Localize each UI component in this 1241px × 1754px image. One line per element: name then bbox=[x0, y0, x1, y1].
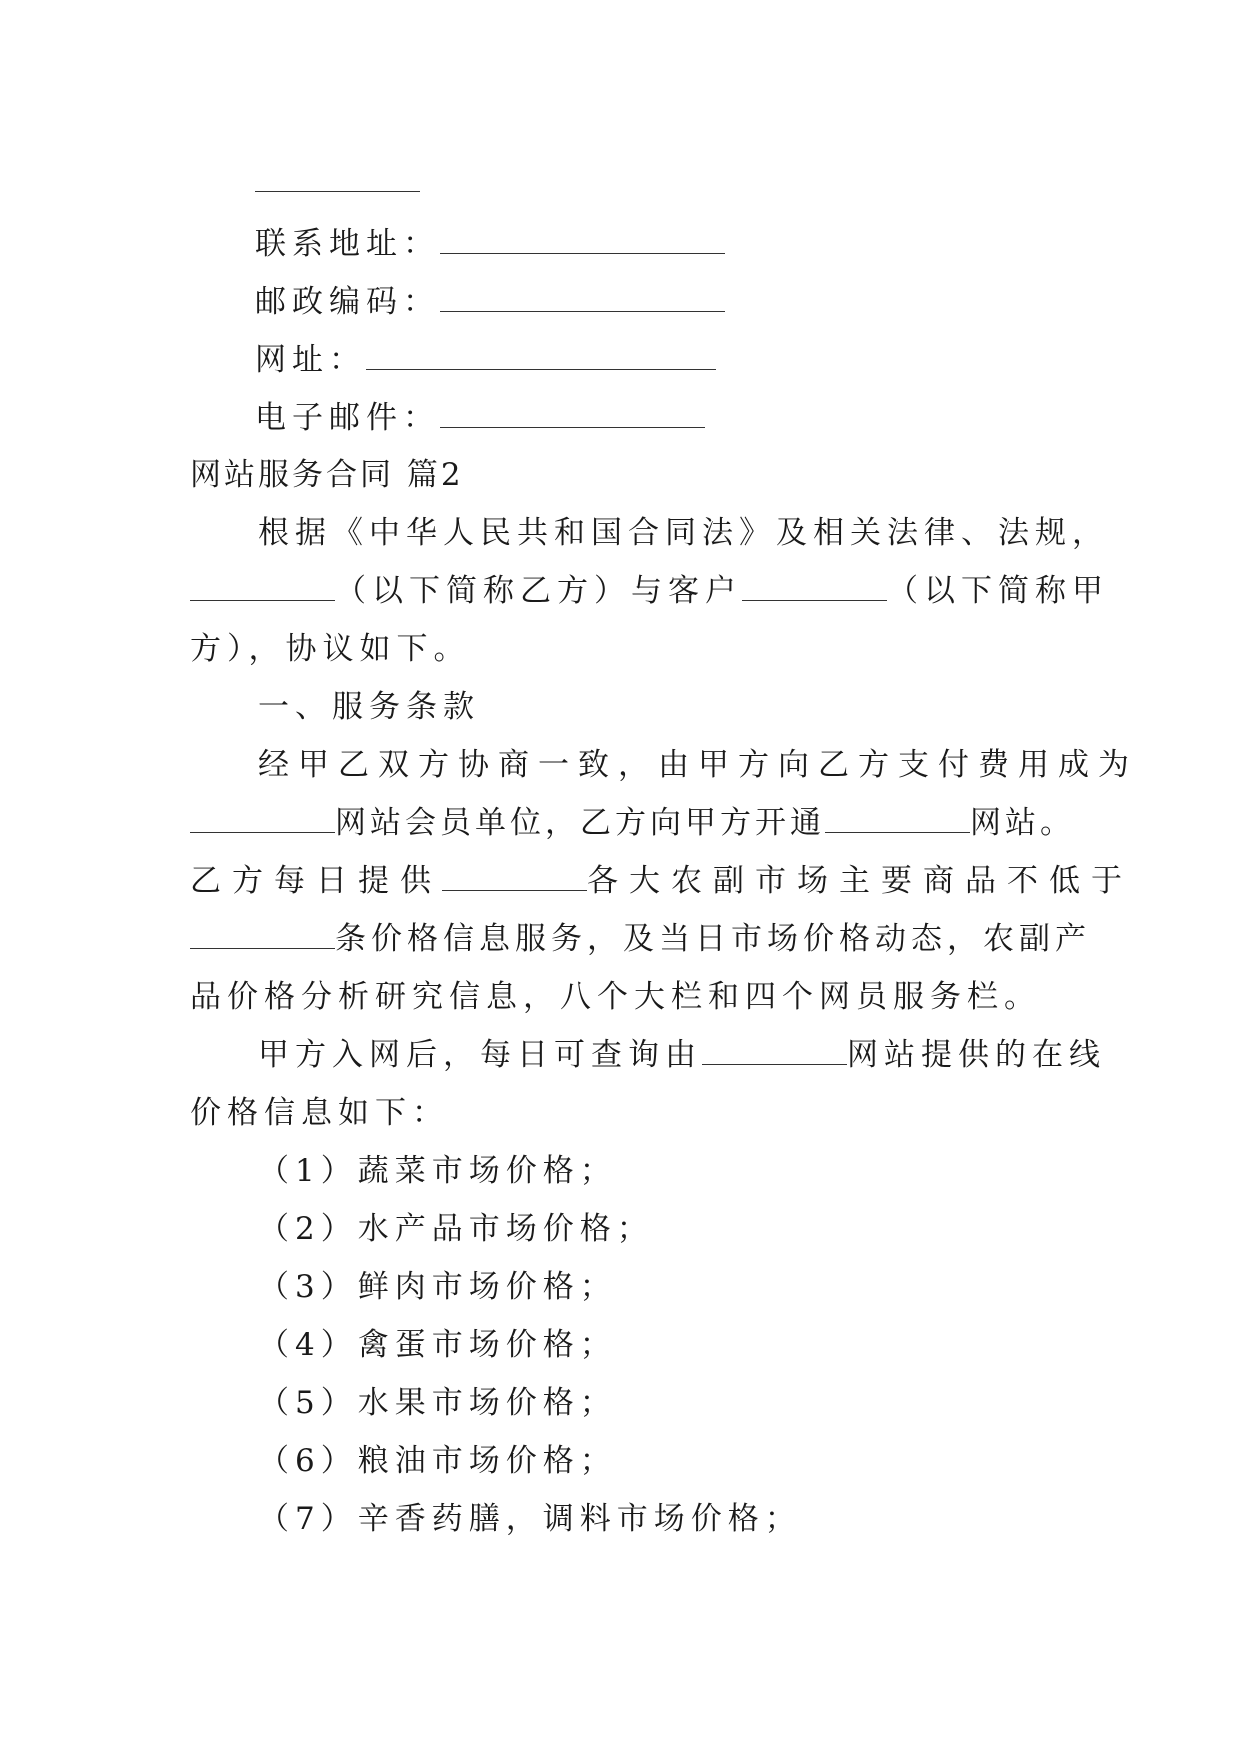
clause-text: 乙方每日提供 bbox=[190, 863, 442, 899]
clause-text: 品价格分析研究信息，八个大栏和四个网员服务栏。 bbox=[190, 979, 1041, 1015]
section-title: 网站服务合同 篇2 bbox=[190, 457, 464, 493]
clause-text: 条价格信息服务，及当日市场价格动态，农副产 bbox=[335, 921, 1091, 957]
clause-p2-line-2 bbox=[190, 1093, 449, 1133]
fill-blank bbox=[440, 227, 725, 254]
clause-heading bbox=[258, 687, 480, 727]
price-item: （3）鲜肉市场价格； bbox=[258, 1269, 617, 1305]
price-item: （4）禽蛋市场价格； bbox=[258, 1327, 617, 1363]
fill-blank bbox=[255, 165, 420, 192]
clause-text: 甲方入网后，每日可查询由 bbox=[258, 1037, 702, 1073]
clause-p1-line-2 bbox=[190, 803, 1075, 843]
fill-blank bbox=[440, 285, 725, 312]
postal-code-row bbox=[255, 282, 725, 322]
contact-address-label: 联系地址： bbox=[255, 226, 440, 262]
clause-text: 网站。 bbox=[970, 805, 1075, 841]
clause-p1-line-1 bbox=[258, 745, 1138, 785]
website-row bbox=[255, 340, 716, 380]
intro-text: 根据《中华人民共和国合同法》及相关法律、法规， bbox=[258, 515, 1109, 551]
contact-address-row bbox=[255, 224, 725, 264]
clause-p2-line-1 bbox=[258, 1035, 1106, 1075]
clause-p1-line-4 bbox=[190, 919, 1091, 959]
fill-blank bbox=[366, 343, 716, 370]
intro-line-1 bbox=[258, 513, 1109, 553]
clause-text: 网站会员单位，乙方向甲方开通 bbox=[335, 805, 825, 841]
intro-text: 方），协议如下。 bbox=[190, 631, 471, 667]
price-item: （1）蔬菜市场价格； bbox=[258, 1153, 617, 1189]
email-row bbox=[255, 398, 705, 438]
fill-blank bbox=[190, 574, 335, 601]
fill-blank bbox=[190, 922, 335, 949]
intro-line-3 bbox=[190, 629, 471, 669]
fill-blank bbox=[825, 806, 970, 833]
email-label: 电子邮件： bbox=[255, 400, 440, 436]
blank-line-top bbox=[255, 162, 420, 202]
fill-blank bbox=[702, 1038, 847, 1065]
heading-text: 一、服务条款 bbox=[258, 689, 480, 725]
clause-p1-line-5 bbox=[190, 977, 1041, 1017]
clause-text: 网站提供的在线 bbox=[847, 1037, 1106, 1073]
price-item: （5）水果市场价格； bbox=[258, 1385, 617, 1421]
fill-blank bbox=[190, 806, 335, 833]
intro-text: （以下简称乙方）与客户 bbox=[335, 573, 742, 609]
price-item: （7）辛香药膳，调料市场价格； bbox=[258, 1501, 802, 1537]
price-item: （2）水产品市场价格； bbox=[258, 1211, 654, 1247]
fill-blank bbox=[742, 574, 887, 601]
intro-text: （以下简称甲 bbox=[887, 573, 1109, 609]
postal-code-label: 邮政编码： bbox=[255, 284, 440, 320]
intro-line-2 bbox=[190, 571, 1109, 611]
website-label: 网址： bbox=[255, 342, 366, 378]
clause-p1-line-3 bbox=[190, 861, 1133, 901]
fill-blank bbox=[440, 401, 705, 428]
clause-text: 经甲乙双方协商一致，由甲方向乙方支付费用成为 bbox=[258, 747, 1138, 783]
fill-blank bbox=[442, 864, 587, 891]
clause-text: 价格信息如下： bbox=[190, 1095, 449, 1131]
price-item: （6）粮油市场价格； bbox=[258, 1443, 617, 1479]
clause-text: 各大农副市场主要商品不低于 bbox=[587, 863, 1133, 899]
